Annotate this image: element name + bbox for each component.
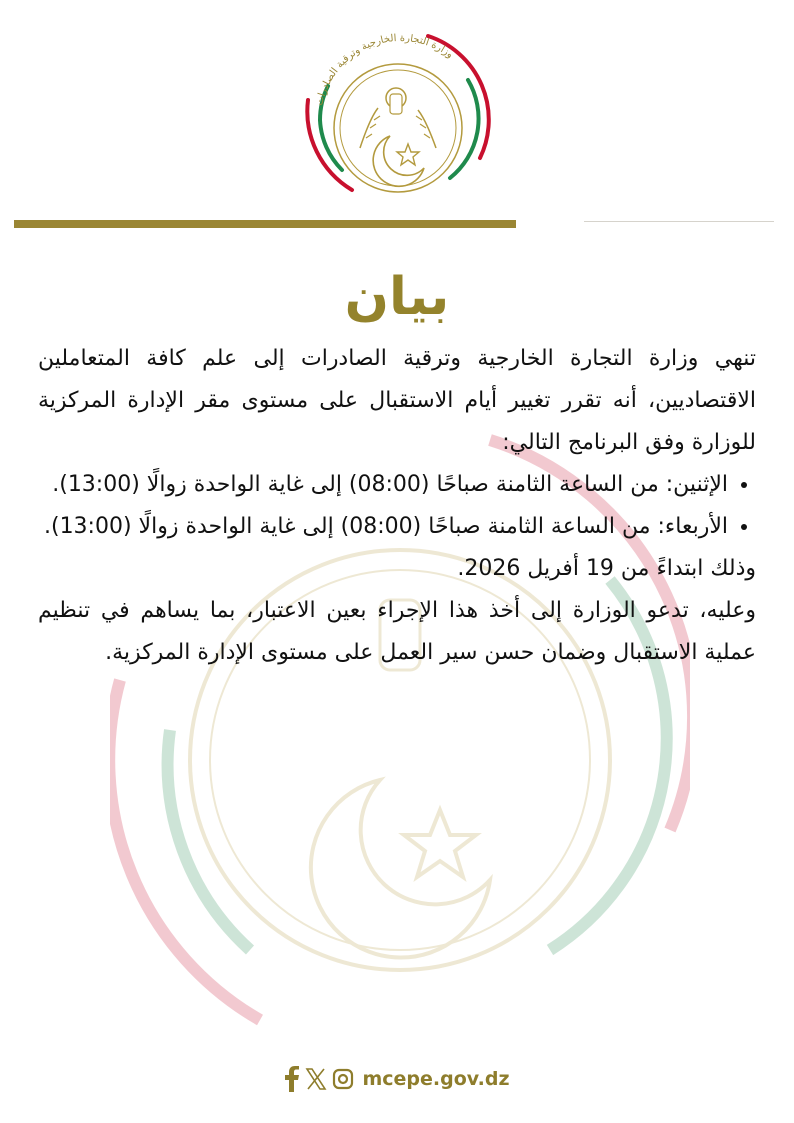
svg-text:وزارة التجارة الخارجية وترقية: وزارة التجارة الخارجية وترقية الصادرات — [314, 32, 456, 107]
header-divider-gold — [14, 220, 516, 228]
page-title: بيان — [344, 267, 450, 327]
statement-body — [38, 338, 756, 674]
schedule-item-monday: • الإثنين: من الساعة الثامنة صباحًا (08:00) إلى غاية الواحدة زوالًا (13:00). — [38, 464, 728, 506]
instagram-icon[interactable] — [332, 1068, 354, 1090]
footer — [0, 1066, 794, 1092]
header-divider-thin — [584, 221, 774, 222]
intro-paragraph: تنهي وزارة التجارة الخارجية وترقية الصادرات إلى علم كافة المتعاملين الاقتصاديين، أنه تقرر تغيير أيام الاستقبال على مستوى مقر الإدارة المركزية للوزارة وفق البرنامج التالي: — [38, 346, 756, 455]
schedule-item-wednesday: • الأربعاء: من الساعة الثامنة صباحًا (08:00) إلى غاية الواحدة زوالًا (13:00). — [38, 506, 728, 548]
ministry-emblem-icon — [300, 28, 500, 198]
schedule-list — [38, 464, 756, 548]
closing-paragraph: وعليه، تدعو الوزارة إلى أخذ هذا الإجراء بعين الاعتبار، بما يساهم في تنظيم عملية الاستقبال وضمان حسن سير العمل على مستوى الإدارة المركزية. — [38, 598, 756, 665]
effective-date: وذلك ابتداءً من 19 أفريل 2026. — [457, 556, 756, 581]
facebook-icon[interactable] — [284, 1066, 300, 1092]
ministry-logo — [300, 28, 500, 198]
website-link[interactable]: mcepe.gov.dz — [362, 1068, 510, 1090]
x-icon[interactable] — [304, 1067, 328, 1091]
